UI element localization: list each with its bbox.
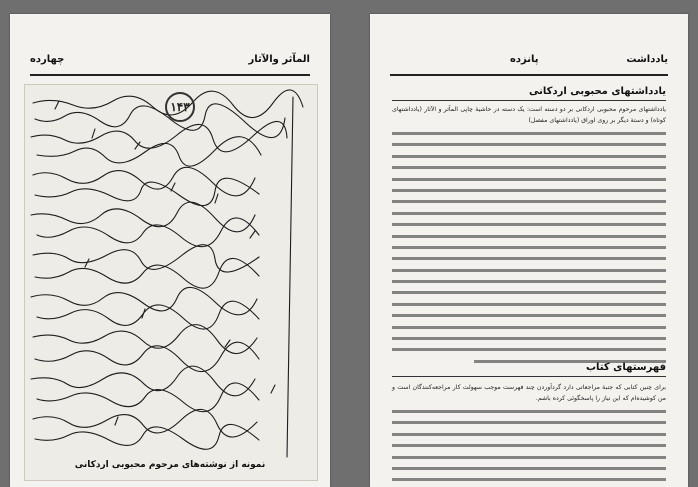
left-header-title: المآثر والآثار xyxy=(248,54,310,65)
manuscript-page-mark: ۱۴۳ xyxy=(165,92,195,122)
section-title-notes: یادداشتهای محبوبی اردکانی xyxy=(529,86,666,97)
left-header-rule xyxy=(30,74,310,76)
section-opening-indexes: برای چنین کتابی که جنبهٔ مراجعاتی دارد گردآوردن چند فهرست موجب سهولت کار مراجعه‌کنندگان است و من کوشیده‌ام که این نیاز را پاسخگوئی کرده باشم. xyxy=(392,384,666,403)
right-header-title: یادداشت xyxy=(626,54,668,65)
right-page xyxy=(370,14,688,487)
section-rule-indexes xyxy=(392,376,666,377)
left-page xyxy=(10,14,330,487)
body-text-block-2 xyxy=(392,410,666,487)
right-header-rule xyxy=(390,74,668,76)
section-title-indexes: فهرستهای کتاب xyxy=(586,362,666,373)
body-text-block-1 xyxy=(392,132,666,371)
section-rule-notes xyxy=(392,100,666,101)
handwriting-scribble xyxy=(25,85,317,480)
manuscript-caption: نمونه از نوشته‌های مرحوم محبوبی اردکانی xyxy=(74,460,266,470)
right-running-head xyxy=(390,54,668,72)
right-header-number: پانزده xyxy=(510,54,539,65)
left-running-head xyxy=(30,54,310,72)
left-header-number: چهارده xyxy=(30,54,65,65)
section-opening-notes: یادداشتهای مرحوم محبوبی اردکانی بر دو دسته است: یک دسته در حاشیهٔ چاپی المآثر و الآثار (یادداشتهای کوتاه) و دستهٔ دیگر بر روی اوراق (یادداشتهای مفصل) xyxy=(392,106,666,125)
handwritten-manuscript-image xyxy=(24,84,318,481)
